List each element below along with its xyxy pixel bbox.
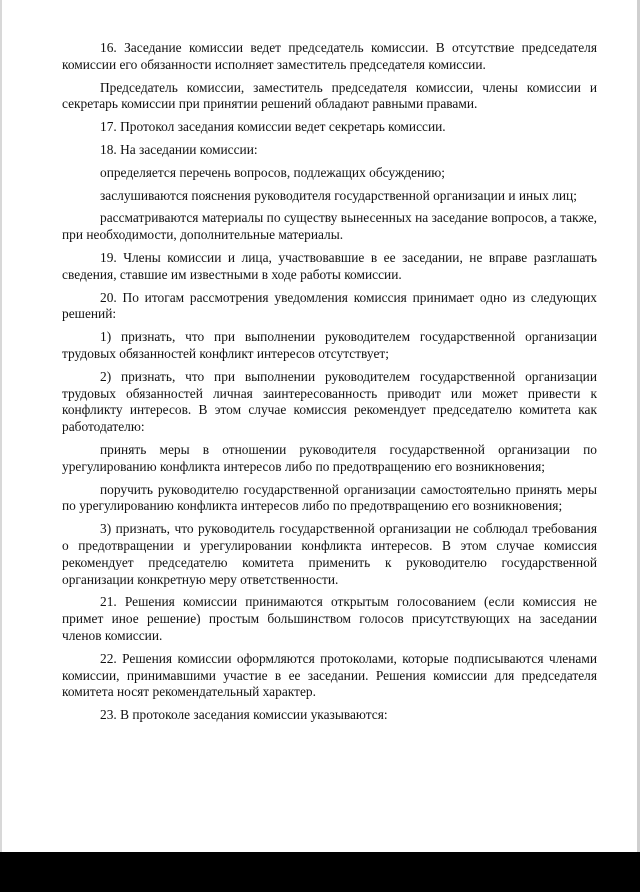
paragraph-19: 19. Члены комиссии и лица, участвовавшие в ее заседании, не вправе разглашать сведения, ставшие им известными в ходе работы комиссии. — [62, 249, 597, 282]
paragraph-20-decision-3: 3) признать, что руководитель государственной организации не соблюдал требования о предотвращении и урегулировании конфликта интересов. В этом случае комиссия рекомендует председателю комитета применить к руководителю государственной организации конкретную меру ответственности. — [62, 521, 597, 587]
paragraph-20-decision-2-measures: принять меры в отношении руководителя государственной организации по урегулированию конфликта интересов либо по предотвращению его возникновения; — [62, 441, 597, 474]
document-body — [62, 40, 597, 730]
paragraph-20: 20. По итогам рассмотрения уведомления комиссия принимает одно из следующих решений: — [62, 289, 597, 322]
paragraph-17: 17. Протокол заседания комиссии ведет секретарь комиссии. — [100, 119, 446, 135]
paragraph-21: 21. Решения комиссии принимаются открытым голосованием (если комиссия не примет иное решение) простым большинством голосов присутствующих на заседании членов комиссии. — [62, 594, 597, 643]
paragraph-20-decision-2: 2) признать, что при выполнении руководителем государственной организации трудовых обязанностей личная заинтересованность приводит или может привести к конфликту интересов. В этом случае комиссия рекомендует председателю комитета как работодателю: — [62, 368, 597, 435]
paragraph-18: 18. На заседании комиссии: — [100, 141, 258, 157]
paragraph-20-decision-2-instruct: поручить руководителю государственной организации самостоятельно принять меры по урегулированию конфликта интересов либо по предотвращению его возникновения; — [62, 481, 597, 514]
scan-left-edge — [0, 0, 2, 852]
paragraph-18-item-agenda: определяется перечень вопросов, подлежащих обсуждению; — [100, 164, 446, 180]
paragraph-18-item-hearing: заслушиваются пояснения руководителя государственной организации и иных лиц; — [100, 187, 577, 203]
paragraph-16: 16. Заседание комиссии ведет председатель комиссии. В отсутствие председателя комиссии его обязанности исполняет заместитель председателя комиссии. — [62, 40, 597, 72]
paragraph-equal-rights: Председатель комиссии, заместитель председателя комиссии, члены комиссии и секретарь комиссии при принятии решений обладают равными правами. — [62, 79, 597, 112]
paragraph-22: 22. Решения комиссии оформляются протоколами, которые подписываются членами комиссии, принимавшими участие в ее заседании. Решения комиссии для председателя комитета носят рекомендательный характер. — [62, 650, 597, 700]
paragraph-18-item-materials: рассматриваются материалы по существу вынесенных на заседание вопросов, а также, при необходимости, дополнительные материалы. — [62, 210, 597, 243]
paragraph-23: 23. В протоколе заседания комиссии указываются: — [100, 707, 388, 723]
scan-bottom-black-bar — [0, 852, 640, 892]
paragraph-20-decision-1: 1) признать, что при выполнении руководителем государственной организации трудовых обязанностей конфликт интересов отсутствует; — [62, 329, 597, 361]
